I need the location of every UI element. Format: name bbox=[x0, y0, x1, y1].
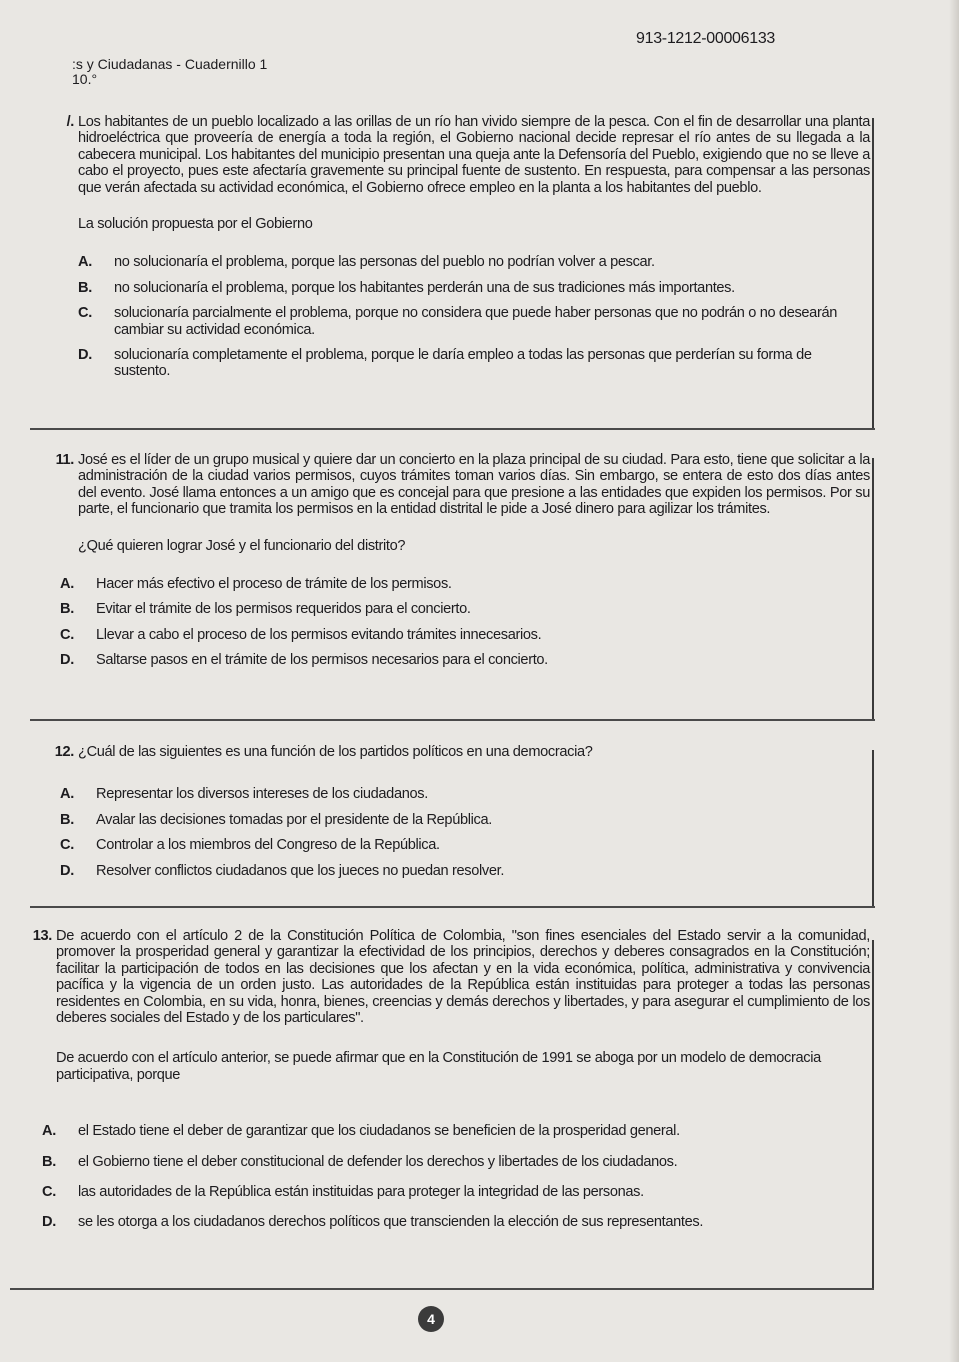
option-text: Saltarse pasos en el trámite de los permisos necesarios para el concierto. bbox=[96, 652, 548, 669]
option-c[interactable] bbox=[40, 305, 870, 338]
option-text: solucionaría completamente el problema, porque le daría empleo a todas las personas que perderían su forma de sustento. bbox=[114, 347, 812, 380]
option-text: Controlar a los miembros del Congreso de la República. bbox=[96, 837, 440, 854]
option-a[interactable] bbox=[40, 576, 870, 592]
option-letter: A. bbox=[60, 786, 74, 803]
question-10 bbox=[40, 114, 870, 380]
question-stem: De acuerdo con el artículo 2 de la Constitución Política de Colombia, "son fines esenciales del Estado servir a la comunidad, promover la prosperidad general y garantizar la efectividad de los principios, derechos y deberes consagrados en la Constitución; facilitar la participación de todos en las decisiones que los afectan y en la vida económica, política, administrativa y convivencia pacífica y la vigencia de un orden justo. Las autoridades de la República están instituidas para proteger a todas las personas residentes en Colombia, en su vida, honra, bienes, creencias y demás derechos y libertades, y para asegurar el cumplimiento de los deberes sociales del Estado y de los particulares". bbox=[56, 928, 870, 1027]
option-a[interactable] bbox=[40, 254, 870, 270]
question-12 bbox=[40, 744, 870, 879]
document-code: 913-1212-00006133 bbox=[636, 30, 776, 47]
question-stem: Los habitantes de un pueblo localizado a las orillas de un río han vivido siempre de la pesca. Con el fin de desarrollar una planta hidroeléctrica que proveería de energía a toda la región, el Gobierno nacional decide represar el río antes de su llegada a la cabecera municipal. Los habitantes del municipio presentan una queja ante la Defensoría del Pueblo, exigiendo que no se lleve a cabo el proyecto, pues este afectaría gravemente su principal fuente de sustento. En respuesta, para compensar a las personas que verán afectada su actividad económica, el Gobierno ofrece empleo en la planta a los habitantes del pueblo. bbox=[78, 114, 871, 196]
frame-border bbox=[872, 940, 874, 1290]
option-a[interactable] bbox=[22, 1123, 870, 1139]
option-text: solucionaría parcialmente el problema, porque no considera que puede haber personas que no podrán o no desearán cambiar su actividad económica. bbox=[114, 305, 837, 338]
page-edge-shadow bbox=[949, 0, 959, 1362]
option-text: las autoridades de la República están instituidas para proteger la integridad de las personas. bbox=[78, 1184, 644, 1201]
option-d[interactable] bbox=[40, 863, 870, 879]
question-prompt: La solución propuesta por el Gobierno bbox=[78, 216, 313, 233]
option-letter: C. bbox=[60, 837, 74, 854]
option-text: el Gobierno tiene el deber constitucional de defender los derechos y libertades de los ciudadanos. bbox=[78, 1153, 678, 1170]
option-text: Llevar a cabo el proceso de los permisos evitando trámites innecesarios. bbox=[96, 626, 542, 643]
option-letter: D. bbox=[78, 347, 92, 364]
option-a[interactable] bbox=[40, 786, 870, 802]
frame-border bbox=[872, 750, 874, 908]
option-d[interactable] bbox=[40, 652, 870, 668]
page-number: 4 bbox=[418, 1306, 444, 1332]
option-text: Hacer más efectivo el proceso de trámite de los permisos. bbox=[96, 576, 452, 593]
option-letter: C. bbox=[42, 1184, 56, 1201]
option-c[interactable] bbox=[22, 1184, 870, 1200]
option-b[interactable] bbox=[40, 280, 870, 296]
option-letter: B. bbox=[42, 1153, 56, 1170]
option-letter: C. bbox=[60, 626, 74, 643]
question-13 bbox=[22, 928, 870, 1231]
option-text: se les otorga a los ciudadanos derechos políticos que transcienden la elección de sus representantes. bbox=[78, 1214, 704, 1231]
option-d[interactable] bbox=[22, 1214, 870, 1230]
option-text: el Estado tiene el deber de garantizar que los ciudadanos se beneficien de la prosperidad general. bbox=[78, 1123, 680, 1140]
divider bbox=[30, 428, 875, 430]
divider bbox=[10, 1288, 874, 1290]
option-text: no solucionaría el problema, porque los habitantes perderán una de sus tradiciones más importantes. bbox=[114, 279, 735, 296]
booklet-title: :s y Ciudadanas - Cuadernillo 1 bbox=[72, 56, 268, 72]
option-b[interactable] bbox=[40, 812, 870, 828]
option-letter: D. bbox=[42, 1214, 56, 1231]
question-number: 13. bbox=[32, 928, 52, 944]
frame-border bbox=[872, 118, 874, 428]
divider bbox=[30, 719, 875, 721]
option-text: no solucionaría el problema, porque las personas del pueblo no podrían volver a pescar. bbox=[114, 254, 655, 271]
option-c[interactable] bbox=[40, 627, 870, 643]
booklet-header bbox=[72, 57, 267, 87]
option-letter: D. bbox=[60, 862, 74, 879]
question-number: /. bbox=[66, 114, 74, 130]
option-letter: B. bbox=[60, 601, 74, 618]
divider bbox=[30, 906, 875, 908]
question-number: 12. bbox=[54, 744, 74, 760]
option-text: Representar los diversos intereses de los ciudadanos. bbox=[96, 786, 428, 803]
question-prompt: De acuerdo con el artículo anterior, se puede afirmar que en la Constitución de 1991 se aboga por un modelo de democracia participativa, porque bbox=[56, 1050, 821, 1083]
option-letter: A. bbox=[60, 576, 74, 593]
question-prompt: ¿Qué quieren lograr José y el funcionario del distrito? bbox=[78, 537, 406, 554]
option-letter: A. bbox=[78, 254, 92, 271]
option-letter: B. bbox=[78, 279, 92, 296]
option-c[interactable] bbox=[40, 837, 870, 853]
option-letter: B. bbox=[60, 811, 74, 828]
option-letter: A. bbox=[42, 1123, 56, 1140]
option-text: Evitar el trámite de los permisos requeridos para el concierto. bbox=[96, 601, 471, 618]
question-number: 11. bbox=[55, 452, 74, 468]
question-stem: ¿Cuál de las siguientes es una función de los partidos políticos en una democracia? bbox=[78, 744, 593, 760]
option-letter: D. bbox=[60, 652, 74, 669]
frame-border bbox=[872, 458, 874, 720]
option-letter: C. bbox=[78, 305, 92, 322]
option-d[interactable] bbox=[40, 347, 870, 380]
option-b[interactable] bbox=[22, 1154, 870, 1170]
option-text: Avalar las decisiones tomadas por el presidente de la República. bbox=[96, 811, 492, 828]
option-b[interactable] bbox=[40, 601, 870, 617]
question-11 bbox=[40, 452, 870, 669]
grade-label: 10.° bbox=[72, 71, 98, 87]
option-text: Resolver conflictos ciudadanos que los jueces no puedan resolver. bbox=[96, 862, 505, 879]
question-stem: José es el líder de un grupo musical y quiere dar un concierto en la plaza principal de su ciudad. Para esto, tiene que solicitar a la administración de la ciudad varios permisos, cuyos trámites toman varios días. Sin embargo, se entera de esto dos días antes del evento. José llama entonces a un amigo que es concejal para que presione a las entidades que expiden los permisos. Por su parte, el funcionario que tramita los permisos en la entidad distrital le pide a José dinero para agilizar los trámites. bbox=[78, 452, 870, 518]
